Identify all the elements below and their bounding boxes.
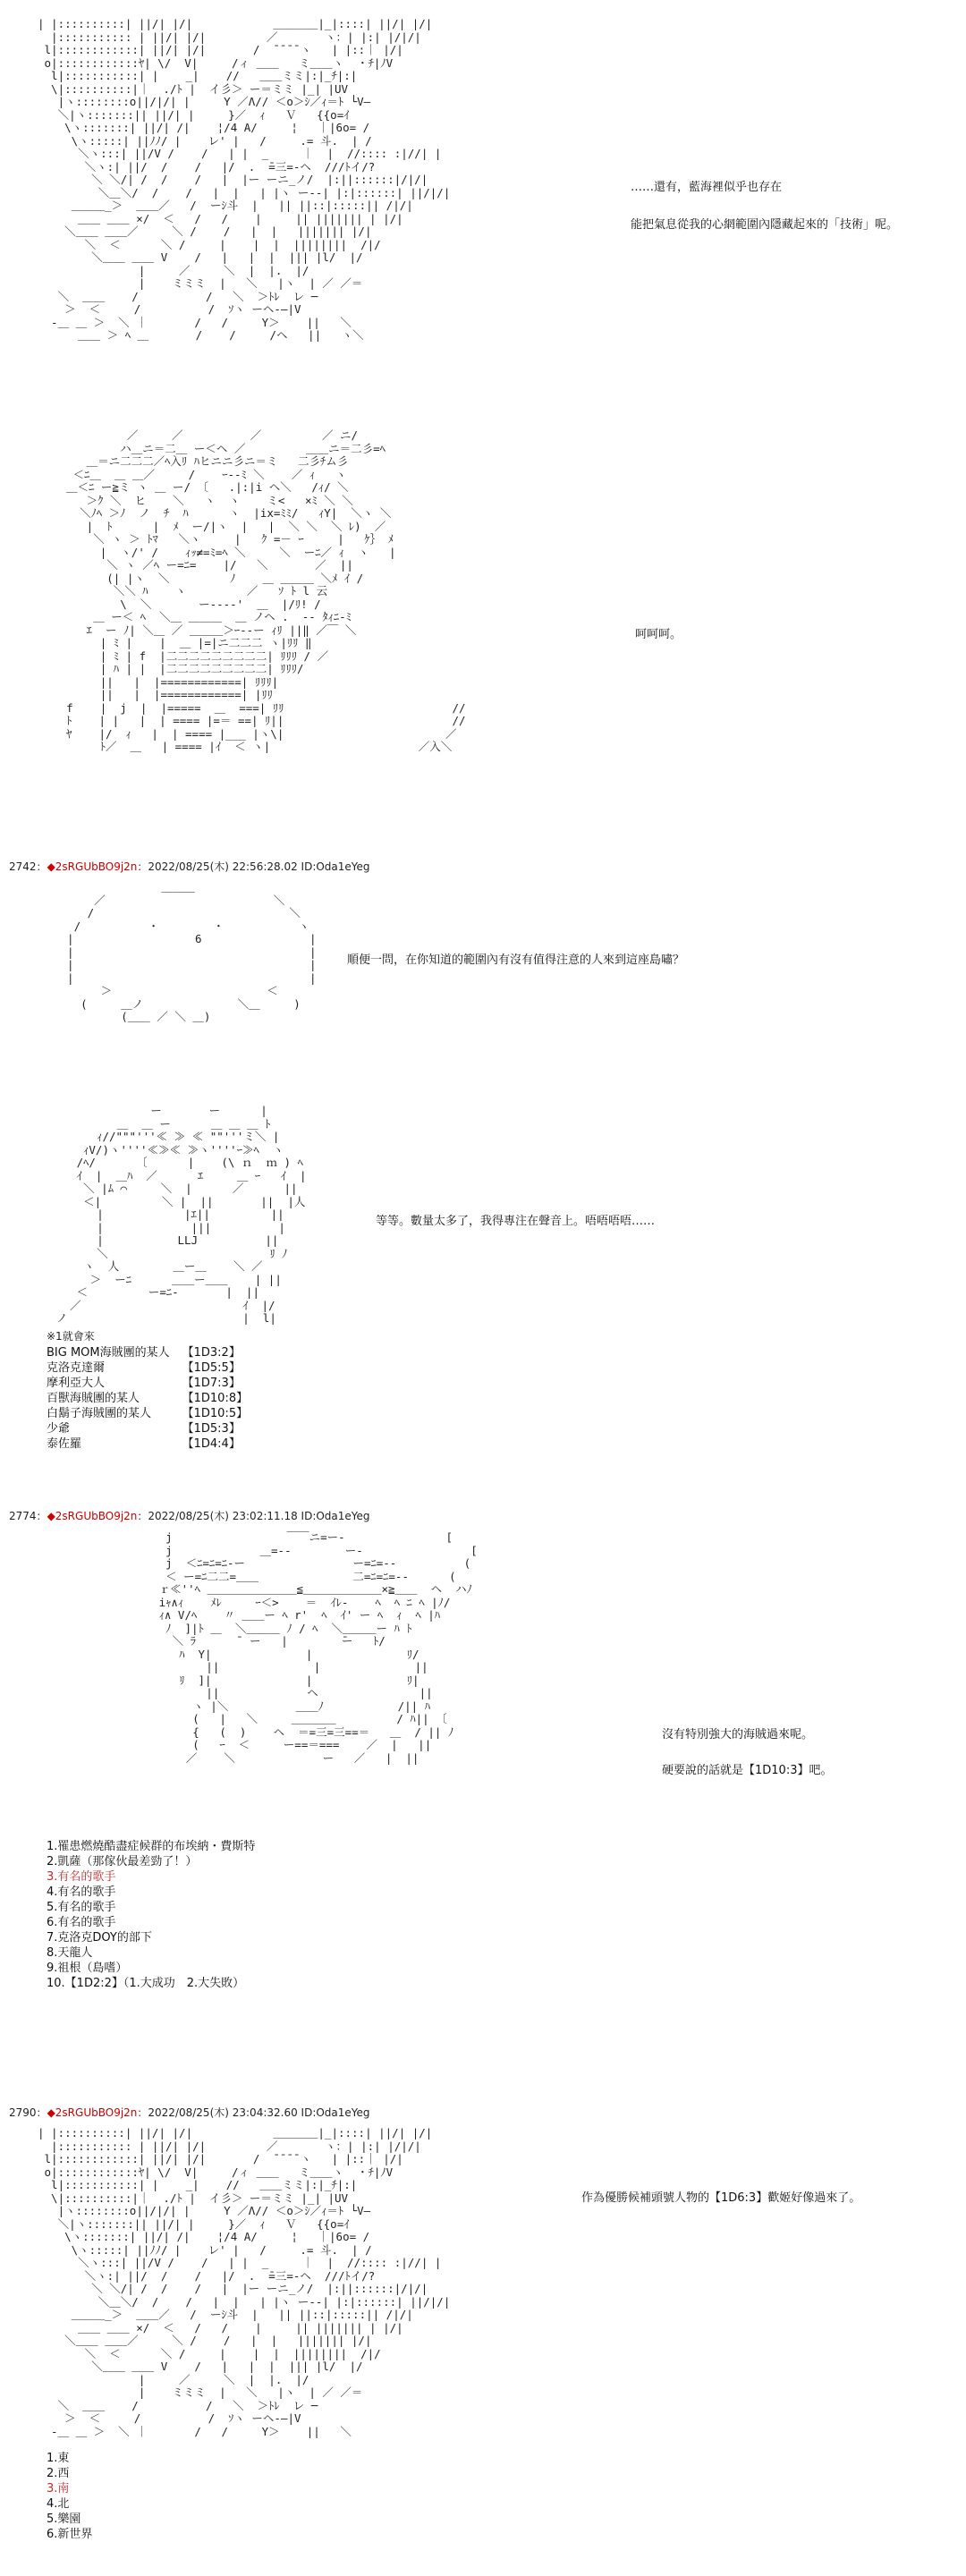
post-number: 2790: [9, 2106, 37, 2119]
list-item: 2.西: [47, 2467, 70, 2480]
ascii-art-closed-eyes-face: j ￣￣ニ=ー‐ [ j ＿=-‐ ー‐ [ j ＜ﾆ=ﾆ=ﾆ‐ー ー=ﾆ=-‐ ( ＜ ー=ﾆ二二=＿＿ 二=ﾆ=ﾆ=‐‐ ( ｒ≪''ﾍ ＿＿＿＿＿＿＿＿≦＿＿＿＿＿＿＿×≧＿＿ ヘ ハﾉ iｬ∧ｨ ﾒﾚ ｰ＜> ＝ ｲﾚ- ﾍ ﾍ ﾆ ﾍ |ﾉ/ ｨ∧ V/ﾍ 〃 ＿＿ー ﾍ r' ﾍ ｲ' ー ﾍ ｨ ﾍ |ﾊ ﾉ ]|ﾄ ＿ ＼＿＿＿ ﾉ / ﾍ ＼＿＿＿ー ﾊ ﾄ ＼ ﾗ ̄ ー | ̄ー ﾄ/ ﾊ Y| | ﾘ/ || | || ﾘ ]| | ﾘ| || ヘ || ヽ |＼ ＿＿ﾉ /|| ﾊ ( | ＼ ＿＿＿＿ / ﾊ|| 〔 { ( ) ヘ ＝=三=三==＝ ＿ / || ﾉ ( ｰ ＜ ー==＝=== ／ | || ／ ＼ ー ／ | ||: [158, 1530, 478, 1765]
table-row: 白鬍子海賊團的某人 【1D10:5】: [47, 1407, 249, 1420]
list-item-selected: 3.南: [47, 2482, 70, 2496]
list-item: 9.祖根（島嗜）: [47, 1962, 128, 1975]
post-meta: ：2022/08/25(木) 22:56:28.02 ID:Oda1eYeg: [137, 860, 370, 873]
ascii-art-hat-character: ／ ／ ／ ／ ニ/ ハ＿ニ＝二＿ ー＜ヘ ／ ＿＿ニ＝二彡=ﾍ ＿＝ニ二二二／ﾍ入ﾘ ﾊヒニニ彡ニ＝ミ 二彡ﾁム彡 ＜ﾆ＿ ＿ ＿／ / ｰ--ﾐ ＼ ／ ｨ ヽ ＿＜ﾆ ー≧ミ ヽ ＿ ー/ 〔 .|:|i ヘ＼ /ｨ/ ＼ ＞ｸ ＼ ヒ ＼ ヽ ヽ ミ< ×ﾐ ＼ ＼ ＼ﾉﾍ ＞ﾉ ノ ﾁ ﾊ ヽ |ix=ﾐﾐ/ ｨY| ＼ヽ ＼ | ﾄ | ﾒ ー/|ヽ | | ＼ ＼ ＼ ﾚ) ／ ＼ ヽ ＞ ﾄﾏ ＼ヽ | ｸ =－ ｰ | ｹ｝ ﾒ | ヽ/' / ｨｯ≠=ﾐ=ﾍ ＼ ＼ ーﾆ／ ｨ ヽ | ＼ ヽ ／ﾍ ー=ﾆ= |/ ＼ ／ || (| |ヽ ＼ ﾉ ＿ ＿＿＿ ＼ﾒ ｲ / ＼＼ ﾊ ヽ ／ ｿ ﾄ l 云 \ ＼ ー--‐‐' ＿ |/ﾘ! / ＿ ー＜ ﾍ ＼＿ ＿＿＿ ＿ ノヘ . -‐ ﾀｨﾆ-ﾐ ｴ ー ﾉ| ＼＿ ／ ＿＿＿＞ｰ-‐ー ｨﾘ ||‖ ／￣ ＼ | ﾐ | | ＿ |=|ニ二二二 ヽ|ﾘﾘ ‖ | ﾐ | f |二二二二二二二二二| ﾘﾘﾘ / ／ | ﾊ | | |二二二二二二二二二| ﾘﾘﾘ/ || | |============| ﾘﾘﾘ| || | |============| |ﾘﾘ f | j | |===== ＿ ===| ﾘﾘ // ﾄ | | | | ==== |=＝ ==| ﾘ|| // ﾔ |/ ｨ | | ==== |___ |ヽ\| ／ ﾄ／ ＿ | ==== |ｲ ＜ ヽ| ／入＼: [66, 428, 466, 753]
table-row: BIG MOM海賊團的某人 【1D3:2】: [47, 1346, 241, 1360]
list-item: 2.凱薩（那傢伙最差勁了！）: [47, 1855, 198, 1868]
candidate-list-2774: [47, 1839, 255, 1991]
post-meta: ：2022/08/25(木) 23:04:32.60 ID:Oda1eYeg: [137, 2106, 370, 2119]
post-header-2774: [9, 1508, 370, 1523]
panel-2: [0, 420, 966, 832]
table-row: 克洛克達爾 【1D5:5】: [47, 1361, 241, 1375]
list-item: 6.有名的歌手: [47, 1916, 116, 1929]
list-item: 5.樂園: [47, 2512, 81, 2526]
list-item: 10.【1D2:2】（1.大成功 2.大失敗）: [47, 1977, 245, 1990]
post-number: 2742: [9, 860, 37, 873]
laugh-text: 呵呵呵。: [635, 628, 682, 641]
post-header-2790: [9, 2105, 370, 2120]
post-meta: ：2022/08/25(木) 23:02:11.18 ID:Oda1eYeg: [137, 1510, 370, 1522]
panel-5: [0, 1531, 966, 1835]
dice-table-2742: [47, 1345, 260, 1452]
post-sep: ：: [36, 2106, 47, 2119]
post-header-2742: [9, 859, 370, 874]
trip-diamond-icon: ◆: [47, 2106, 55, 2119]
dialog-dice: 硬要說的話就是【1D10:3】吧。: [662, 1764, 833, 1777]
trip-diamond-icon: ◆: [47, 1510, 55, 1522]
panel-4: [0, 1105, 966, 1355]
panel-1: [0, 0, 966, 420]
list-item: 4.北: [47, 2497, 70, 2511]
list-item: 5.有名的歌手: [47, 1901, 116, 1914]
ascii-art-listening-face: ー ー | ＿ ＿ ー ＿ ＿ ＿ ﾄ ｨ//"""'''≪ ≫ ≪ ""'''ミ＼ | ｨV/)ヽ''''≪≫≪ ≫ヽ''''ｰ≫ﾍ ヽ /ﾍ/ 〔 | (\ ｎ ｍ ) ﾍ ｲ | ＿ﾊ ／ ｴ ＿ ｰ ｲ | ＼ |ﾑ ⌒ ＼ | ／ || ＜| ＼ | || || |人 | |ｴ|| || | ||| | | LLJ || ＼ ﾘ ﾉ ヽ 人 ＿ー＿ ＼ ／ ＞ ーﾆ ＿＿ー＿＿ | || ＜ ー=ﾆ- | || ／ ｲ |/ ノ | l|: [56, 1104, 307, 1325]
trip-code[interactable]: 2sRGUbBO9j2n: [55, 2106, 138, 2119]
dialog-question: 順便一問，在你知道的範圍內有沒有值得注意的人來到這座島嘯？: [347, 953, 685, 967]
direction-list-2790: [47, 2451, 92, 2542]
list-item-selected: 3.有名的歌手: [47, 1870, 116, 1884]
list-item: 7.克洛克DOY的部下: [47, 1931, 152, 1945]
panel-6: [0, 2127, 966, 2445]
list-item: 4.有名的歌手: [47, 1885, 116, 1899]
table-row: 百獸海賊團的某人 【1D10:8】: [47, 1392, 249, 1405]
ascii-art-girl: | |::::::::::| ||/| |/| ＿＿＿＿|_|::::| ||/| |/| |::::::::::: | ||/| |/| ／ ヽ：| |:| |/|/| l|::::::::::::| ||/| |/| / ¯¯¯¯ヽ | |::｜ |/| o|::::::::::::ﾔ| \/ V| /ィ ＿＿ ミ＿＿ヽ ・ﾁ|ﾉV l|:::::::::::| | _| // ＿＿ミミ|:|_ﾁ|:| \|::::::::::|｜ ./ﾄ | イ彡＞ ー＝ミミ |_| |UV |ヽ::::::::o||/|/| | Y ／Λ// ＜o＞ｼ／ｨ＝ﾄ └V― ＼|ヽ:::::::|| ||/| | }／ ｨ Ｖ {{o=ｲ \ヽ:::::::| ||/| /| ¦/4 A/ ¦ ｜|6o= / \ヽ:::::| ||ﾉﾉ/ | レ' | / .= 斗. | / ＼ヽ:::| ||/V / / | | _ ｜ | //:::: :|//| | ＼ヽ:| ||/ / / |/ . ̄=三=-ヘ ///ﾄイ/? ＼ ＼/| / / / | |ー ーニ_ノ/ |:||::::::|/|/| ＼＿＼/ / / | | | |ヽ ー-‐| |:|::::::| ||/|/| ＿＿＿_＞ ＿＿／ / ーｼ斗 | || ||::|:::::|| /|/| ＿＿ ＿＿ ×/ ＜ / / | || ||||||| | |/| ＼＿＿ ＿＿／ ＼ / / | | ||||||| |/| ＼ ＜ ＼ / | | | |||||||| /|/ ＼＿＿ ＿＿ V / | | | ||| |l/ |/ | ／ ＼ | |. |/ | ミミミ | ＼ |ヽ | ／ ／＝ ＼ ＿＿ / / ＼ ＞ﾄﾚ レ ─ ＞ ＜ / / ｿヽ ーヘ-―|V ‐＿ ＿ ＞ ＼ ｜ / / Y＞ || ＼ ＿＿ ＞ ﾍ ＿ / / /ヘ || ヽ＼: [38, 17, 451, 342]
table-row: 泰佐羅 【1D4:4】: [47, 1437, 241, 1451]
trip-diamond-icon: ◆: [47, 860, 55, 873]
list-item: 6.新世界: [47, 2528, 93, 2541]
table-row: 摩利亞大人 【1D7:3】: [47, 1377, 241, 1390]
trip-code[interactable]: 2sRGUbBO9j2n: [55, 1510, 138, 1522]
ascii-art-girl-repeat: | |::::::::::| ||/| |/| ＿＿＿＿|_|::::| ||/| |/| |::::::::::: | ||/| |/| ／ ヽ：| |:| |/|/| l|::::::::::::| ||/| |/| / ¯¯¯¯ヽ | |::｜ |/| o|::::::::::::ﾔ| \/ V| /ィ ＿＿ ミ＿＿ヽ ・ﾁ|ﾉV l|:::::::::::| | _| // ＿＿ミミ|:|_ﾁ|:| \|::::::::::|｜ ./ﾄ | イ彡＞ ー＝ミミ |_| |UV |ヽ::::::::o||/|/| | Y ／Λ// ＜o＞ｼ／ｨ＝ﾄ └V― ＼|ヽ:::::::|| ||/| | }／ ｨ Ｖ {{o=ｲ \ヽ:::::::| ||/| /| ¦/4 A/ ¦ ｜|6o= / \ヽ:::::| ||ﾉﾉ/ | レ' | / .= 斗. | / ＼ヽ:::| ||/V / / | | _ ｜ | //:::: :|//| | ＼ヽ:| ||/ / / |/ . ̄=三=-ヘ ///ﾄイ/? ＼ ＼/| / / / | |ー ーニ_ノ/ |:||::::::|/|/| ＼＿＼/ / / | | | |ヽ ー-‐| |:|::::::| ||/|/| ＿＿＿_＞ ＿＿／ / ーｼ斗 | || ||::|:::::|| /|/| ＿＿ ＿＿ ×/ ＜ / / | || ||||||| | |/| ＼＿＿ ＿＿／ ＼ / / | | ||||||| |/| ＼ ＜ ＼ / | | | |||||||| /|/ ＼＿＿ ＿＿ V / | | | ||| |l/ |/ | ／ ＼ | |. |/ | ミミミ | ＼ |ヽ | ／ ／＝ ＼ ＿＿ / / ＼ ＞ﾄﾚ レ ─ ＞ ＜ / / ｿヽ ーヘ-―|V ‐＿ ＿ ＞ ＼ ｜ / / Y＞ || ＼: [38, 2126, 451, 2438]
list-item: 1.東: [47, 2452, 70, 2465]
post-sep: ：: [36, 860, 47, 873]
post-number: 2774: [9, 1510, 37, 1522]
trip-code[interactable]: 2sRGUbBO9j2n: [55, 860, 138, 873]
table-row: 少爺 【1D5:3】: [47, 1422, 241, 1436]
dice-note: ※1就會來: [47, 1330, 95, 1343]
panel-3: [0, 881, 966, 1096]
dialog-line-2: 能把氣息從我的心網範圍內隱藏起來的「技術」呢。: [631, 218, 899, 232]
list-item: 1.罹患燃燒酷盡症候群的布埃納・費斯特: [47, 1840, 256, 1853]
dialog-line-1: ……還有，藍海裡似乎也存在: [631, 181, 783, 194]
post-sep: ：: [36, 1510, 47, 1522]
list-item: 8.天龍人: [47, 1946, 93, 1960]
dialog-uta: 作為優勝候補頭號人物的【1D6:3】歡姬好像過來了。: [581, 2191, 861, 2205]
dialog-no-strong: 沒有特別強大的海賊過來呢。: [662, 1728, 814, 1741]
ascii-art-simple-face: ＿＿＿ ／ ＼ / ＼ / ・ ・ ヽ | 6 | | | | | | | ＞ ＜ ( ＿ノ ＼＿ ) (＿＿ ／ ＼ ＿): [67, 880, 317, 1023]
dialog-listening: 等等。數量太多了，我得專注在聲音上。唔唔唔唔……: [376, 1215, 656, 1228]
